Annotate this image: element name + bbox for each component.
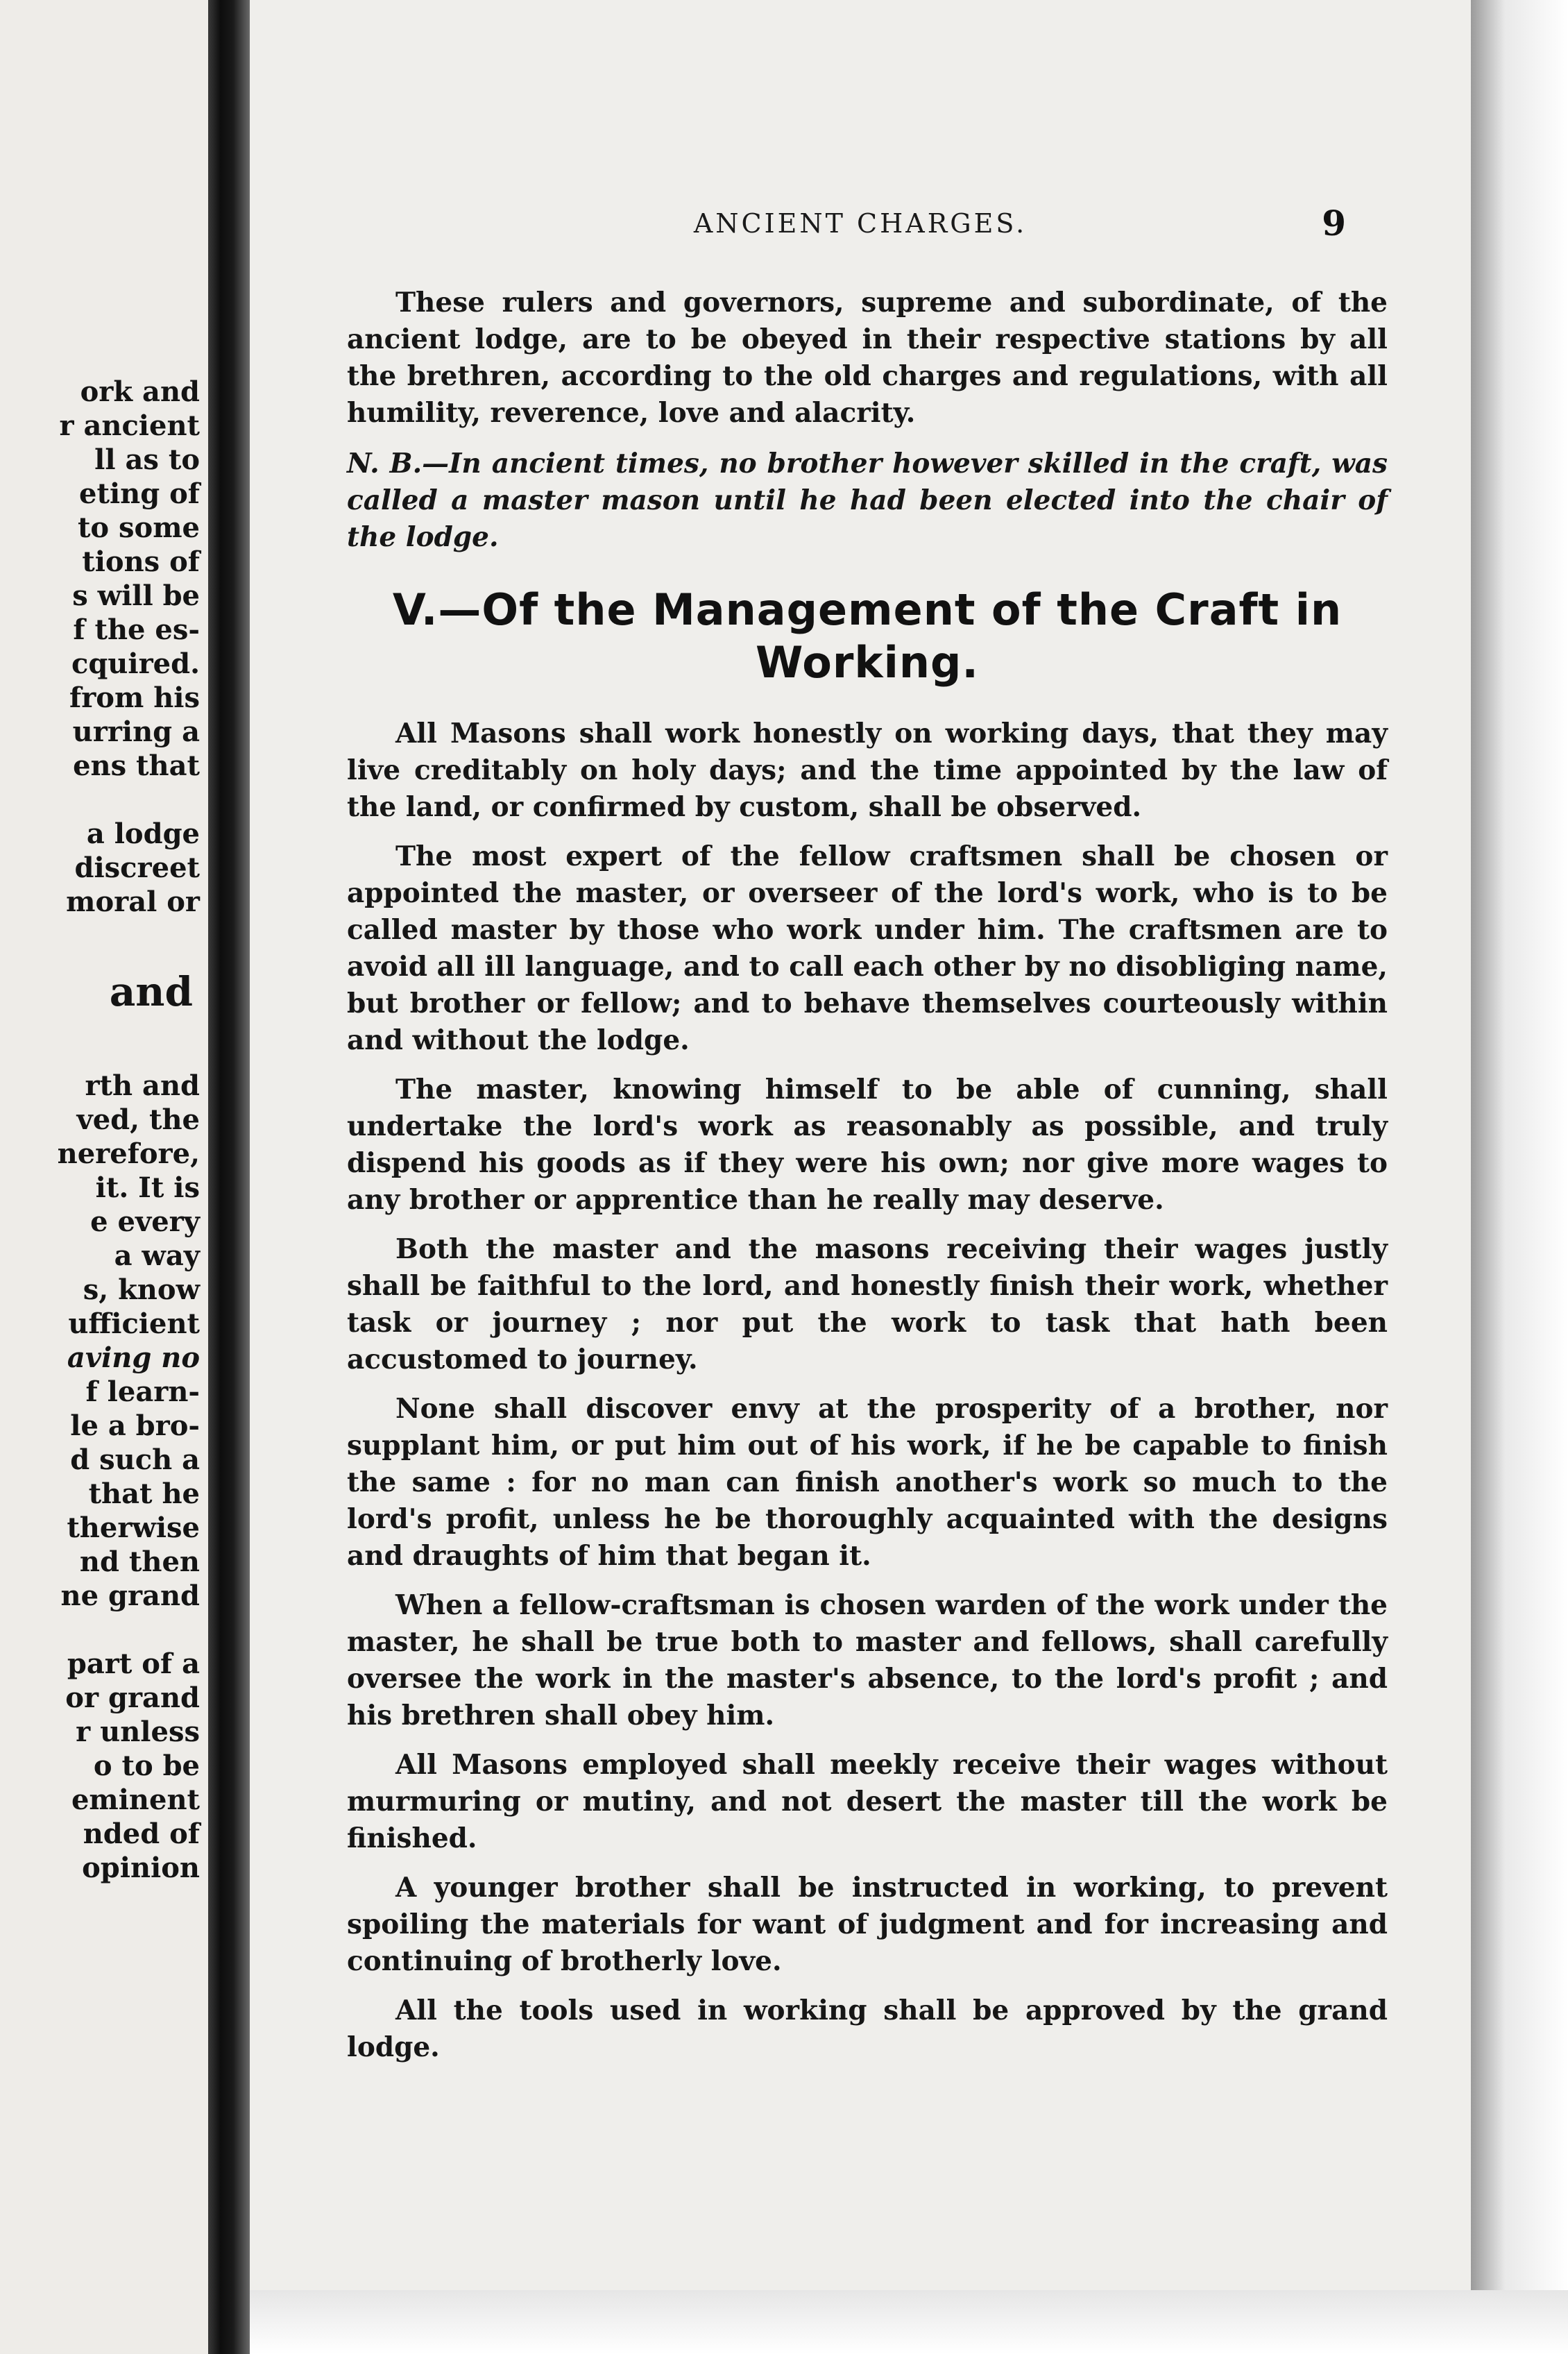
- facing-page-line: opinion: [82, 1852, 200, 1884]
- facing-page-line: to some: [77, 511, 200, 544]
- facing-page-line: eting of: [79, 477, 200, 510]
- facing-page-line: moral or: [66, 886, 200, 918]
- paragraph: The master, knowing himself to be able of cunning, shall undertake the lord's work as reasonably as possible, and truly dispend his goods as if they were his own; nor give more wages to any brother or apprentice than he really may deserve.: [347, 1074, 1388, 1216]
- facing-page-line: s will be: [72, 579, 200, 612]
- facing-page-line: therwise: [67, 1512, 200, 1544]
- facing-page-line: ufficient: [68, 1307, 200, 1340]
- page-body: [347, 285, 1388, 2078]
- facing-page-line: that he: [88, 1477, 200, 1510]
- paragraph: Both the master and the masons receiving their wages justly shall be faithful to the lord, and honestly finish their work, whether task or journey ; nor put the work to task that hath been accustomed to journey.: [347, 1233, 1388, 1375]
- facing-page-line: nded of: [83, 1818, 200, 1850]
- nota-bene-note: N. B.—In ancient times, no brother however skilled in the craft, was called a master mason until he had been elected into the chair of the lodge.: [347, 448, 1388, 553]
- facing-page-line: d such a: [70, 1443, 200, 1476]
- section-heading: V.—Of the Management of the Craft in Working.: [392, 584, 1343, 688]
- facing-page-heading-fragment: and: [109, 968, 193, 1015]
- facing-page-line: ll as to: [94, 443, 200, 476]
- facing-page-text-top: [59, 375, 200, 919]
- facing-page-line: nd then: [79, 1546, 200, 1578]
- facing-page-line: from his: [69, 681, 200, 714]
- page-edge-shadow: [1471, 0, 1568, 2354]
- facing-page-line: urring a: [72, 715, 200, 748]
- facing-page-line: [58, 1613, 200, 1647]
- paragraph: All the tools used in working shall be approved by the grand lodge.: [347, 1995, 1388, 2063]
- paragraph: All Masons employed shall meekly receive their wages without murmuring or mutiny, and not desert the master till the work be finished.: [347, 1749, 1388, 1854]
- facing-page-line: tions of: [82, 545, 200, 578]
- facing-page-line: r ancient: [59, 409, 200, 442]
- facing-page-line: or grand: [65, 1682, 200, 1714]
- facing-page-line: o to be: [93, 1750, 200, 1782]
- paragraph: All Masons shall work honestly on working days, that they may live creditably on holy days; and the time appointed by the law of the land, or confirmed by custom, shall be observed.: [347, 718, 1388, 823]
- facing-page-line: cquired.: [71, 647, 200, 680]
- paragraph: None shall discover envy at the prosperity of a brother, nor supplant him, or put him out of his work, if he be capable to finish the same : for no man can finish another's work so much to the lord's profit, unless he be thoroughly acquainted with the designs and draughts of him that began it.: [347, 1393, 1388, 1572]
- facing-page-line: it. It is: [95, 1171, 200, 1204]
- facing-page-line: a way: [114, 1239, 200, 1272]
- facing-page-text-bottom: [58, 1069, 200, 1885]
- paragraph-rulers: These rulers and governors, supreme and subordinate, of the ancient lodge, are to be obeyed in their respective stations by all the brethren, according to the old charges and regulations, with all humility, reverence, love and alacrity.: [347, 287, 1388, 429]
- book-page: [250, 0, 1471, 2290]
- paragraph: A younger brother shall be instructed in working, to prevent spoiling the materials for want of judgment and for increasing and continuing of brotherly love.: [347, 1872, 1388, 1977]
- paragraph: When a fellow-craftsman is chosen warden of the work under the master, he shall be true both to master and fellows, shall carefully oversee the work in the master's absence, to the lord's profit ; and his brethren shall obey him.: [347, 1589, 1388, 1731]
- paragraph: The most expert of the fellow craftsmen shall be chosen or appointed the master, or overseer of the lord's work, who is to be called master by those who work under him. The craftsmen are to avoid all ill language, and to call each other by no disobliging name, but brother or fellow; and to behave themselves courteously within and without the lodge.: [347, 840, 1388, 1056]
- facing-page-line: ens that: [73, 750, 200, 782]
- facing-page-line: eminent: [71, 1784, 200, 1816]
- page-number: 9: [1322, 203, 1346, 244]
- facing-page-line: ved, the: [76, 1103, 200, 1136]
- facing-page-line: rth and: [85, 1069, 200, 1102]
- facing-page-line: aving no: [67, 1341, 200, 1374]
- facing-page-line: a lodge: [86, 818, 200, 850]
- facing-page-line: e every: [90, 1205, 200, 1238]
- page-bottom-edge: [250, 2290, 1568, 2354]
- facing-page-line: ne grand: [60, 1580, 200, 1612]
- facing-page-line: part of a: [67, 1648, 200, 1680]
- facing-page-line: discreet: [74, 852, 200, 884]
- facing-page-fragment: [0, 0, 208, 2354]
- facing-page-line: ork and: [80, 375, 200, 408]
- facing-page-line: [59, 783, 200, 817]
- running-head: ANCIENT CHARGES.: [693, 208, 1028, 239]
- facing-page-line: f learn-: [85, 1375, 200, 1408]
- facing-page-line: le a bro-: [70, 1409, 200, 1442]
- facing-page-line: s, know: [83, 1273, 200, 1306]
- facing-page-line: f the es-: [73, 613, 200, 646]
- facing-page-line: r unless: [76, 1716, 200, 1748]
- facing-page-line: nerefore,: [57, 1137, 200, 1170]
- book-binding-gutter: [208, 0, 250, 2354]
